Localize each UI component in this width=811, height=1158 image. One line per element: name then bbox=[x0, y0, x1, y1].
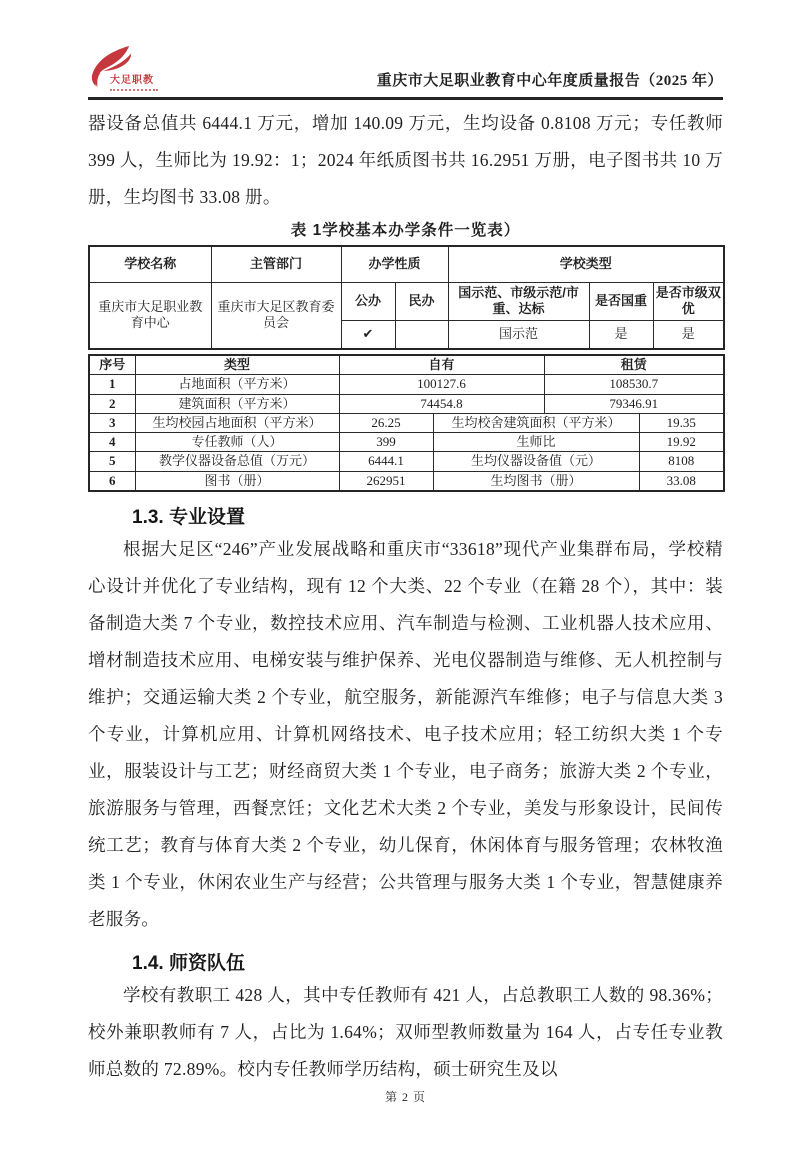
intro-paragraph: 器设备总值共 6444.1 万元，增加 140.09 万元，生均设备 0.8108 万元；专任教师 399 人，生师比为 19.92：1；2024 年纸质图书共 16.2951 万册，电子图书共 10 万册，生均图书 33.08 册。 bbox=[88, 113, 723, 207]
cell-school-name: 重庆市大足职业教育中心 bbox=[89, 282, 211, 349]
cell-private-label: 民办 bbox=[395, 282, 448, 320]
col-authority: 主管部门 bbox=[211, 246, 341, 282]
table-row bbox=[89, 471, 724, 491]
cell-label: 建筑面积（平方米） bbox=[135, 394, 339, 413]
cell-label: 图书（册） bbox=[135, 471, 339, 491]
table-row bbox=[89, 355, 724, 375]
cell-no: 5 bbox=[89, 452, 135, 471]
cell-rent-value: 108530.7 bbox=[544, 375, 724, 394]
cell-value2: 19.92 bbox=[639, 433, 724, 452]
cell-rent-value: 79346.91 bbox=[544, 394, 724, 413]
col-no: 序号 bbox=[89, 355, 135, 375]
cell-label: 生均校园占地面积（平方米） bbox=[135, 413, 339, 432]
cell-own-value: 74454.8 bbox=[339, 394, 544, 413]
cell-demo-label: 国示范、市级示范/市重、达标 bbox=[448, 282, 589, 320]
cell-label: 专任教师（人） bbox=[135, 433, 339, 452]
table-row bbox=[89, 452, 724, 471]
cell-value: 399 bbox=[339, 433, 433, 452]
cell-value: 26.25 bbox=[339, 413, 433, 432]
section-heading-1-3: 1.3. 专业设置 bbox=[132, 506, 245, 528]
cell-label2: 生师比 bbox=[433, 433, 639, 452]
cell-city-double-value: 是 bbox=[653, 320, 724, 349]
cell-no: 4 bbox=[89, 433, 135, 452]
cell-public-label: 公办 bbox=[341, 282, 395, 320]
section-paragraph-1-3: 根据大足区“246”产业发展战略和重庆市“33618”现代产业集群布局，学校精心设计并优化了专业结构，现有 12 个大类、22 个专业（在籍 28 个），其中：装备制造大类 7 个专业，数控技术应用、汽车制造与检测、工业机器人技术应用、增材制造技术应用、电梯安装与维护保养、光电仪器制造与维修、无人机控制与维护；交通运输大类 2 个专业，航空服务，新能源汽车维修；电子与信息大类 3 个专业，计算机应用、计算机网络技术、电子技术应用；轻工纺织大类 1 个专业，服装设计与工艺；财经商贸大类 1 个专业，电子商务；旅游大类 2 个专业，旅游服务与管理，西餐烹饪；文化艺术大类 2 个专业，美发与形象设计，民间传统工艺；教育与体育大类 2 个专业，幼儿保育，休闲体育与服务管理；农林牧渔类 1 个专业，休闲农业生产与经营；公共管理与服务大类 1 个专业，智慧健康养老服务。 bbox=[88, 538, 723, 929]
logo-tagline bbox=[110, 89, 158, 91]
section-paragraph-1-4: 学校有教职工 428 人，其中专任教师有 421 人，占总教职工人数的 98.36%；校外兼职教师有 7 人，占比为 1.64%；双师型教师数量为 164 人，占专任专业教师总数的 72.89%。校内专任教师学历结构，硕士研究生及以 bbox=[88, 984, 723, 1079]
table-row bbox=[89, 433, 724, 452]
cell-label: 占地面积（平方米） bbox=[135, 375, 339, 394]
checkmark-icon: ✔ bbox=[341, 320, 395, 349]
cell-own-value: 100127.6 bbox=[339, 375, 544, 394]
cell-city-double-label: 是否市级双优 bbox=[653, 282, 724, 320]
table-row bbox=[89, 282, 724, 320]
cell-value: 6444.1 bbox=[339, 452, 433, 471]
cell-label2: 生均仪器设备值（元） bbox=[433, 452, 639, 471]
cell-no: 3 bbox=[89, 413, 135, 432]
table-caption: 表 1学校基本办学条件一览表） bbox=[290, 222, 521, 239]
cell-national-key-value: 是 bbox=[589, 320, 653, 349]
cell-value2: 33.08 bbox=[639, 471, 724, 491]
cell-authority: 重庆市大足区教育委员会 bbox=[211, 282, 341, 349]
cell-national-key-label: 是否国重 bbox=[589, 282, 653, 320]
col-own: 自有 bbox=[339, 355, 544, 375]
cell-value2: 19.35 bbox=[639, 413, 724, 432]
col-school-name: 学校名称 bbox=[89, 246, 211, 282]
cell-value: 262951 bbox=[339, 471, 433, 491]
school-stats-table bbox=[88, 354, 725, 492]
table-row bbox=[89, 375, 724, 394]
page-number: 第 2 页 bbox=[384, 1090, 426, 1104]
cell-no: 2 bbox=[89, 394, 135, 413]
cell-demo-value: 国示范 bbox=[448, 320, 589, 349]
logo-text: 大足职教 bbox=[110, 75, 154, 86]
table-row bbox=[89, 246, 724, 282]
cell-no: 6 bbox=[89, 471, 135, 491]
cell-private-check bbox=[395, 320, 448, 349]
cell-label: 教学仪器设备总值（万元） bbox=[135, 452, 339, 471]
school-logo bbox=[88, 43, 166, 95]
col-nature: 办学性质 bbox=[341, 246, 448, 282]
table-row bbox=[89, 394, 724, 413]
cell-label2: 生均图书（册） bbox=[433, 471, 639, 491]
page-header bbox=[88, 0, 723, 100]
report-title: 重庆市大足职业教育中心年度质量报告（2025 年） bbox=[376, 73, 723, 89]
section-heading-1-4: 1.4. 师资队伍 bbox=[132, 952, 245, 974]
cell-label2: 生均校舍建筑面积（平方米） bbox=[433, 413, 639, 432]
col-school-type: 学校类型 bbox=[448, 246, 724, 282]
table-row bbox=[89, 413, 724, 432]
cell-value2: 8108 bbox=[639, 452, 724, 471]
col-rent: 租赁 bbox=[544, 355, 724, 375]
school-info-table bbox=[88, 245, 725, 350]
cell-no: 1 bbox=[89, 375, 135, 394]
col-type: 类型 bbox=[135, 355, 339, 375]
